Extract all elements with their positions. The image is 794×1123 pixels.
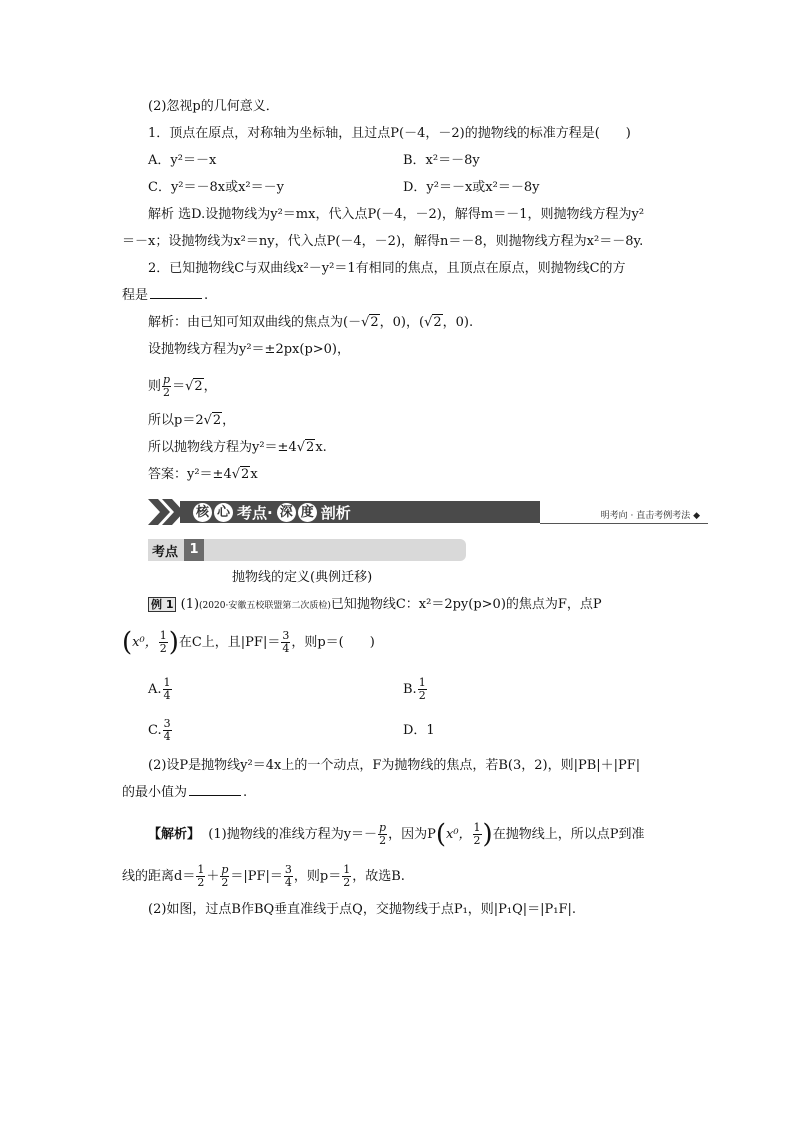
text: ，0). (442, 315, 474, 330)
denominator: 4 (163, 730, 171, 743)
numerator: 1 (159, 629, 167, 642)
numerator: 1 (343, 863, 351, 876)
text: . (243, 785, 248, 800)
q2-answer (148, 466, 258, 484)
ex1-line1 (148, 596, 602, 615)
numerator: 1 (197, 863, 205, 876)
ex1-line2 (122, 627, 375, 658)
fraction (473, 822, 482, 847)
q1-option-b: B．x²＝－8y (403, 153, 480, 168)
text: ，因为P (388, 827, 436, 842)
text: 所以p＝2 (148, 413, 204, 428)
q1-solution-line2: ＝－x；设抛物线为x²＝ny，代入点P(－4，－2)，解得n＝－8，则抛物线方程为x²＝－8y. (122, 234, 644, 249)
sqrt-icon: √ (185, 379, 194, 394)
denominator: 4 (163, 689, 171, 702)
sqrt-arg: 2 (433, 315, 442, 330)
q2-solution-line1 (148, 314, 473, 332)
denominator: 4 (282, 642, 290, 655)
sqrt-icon: √ (296, 440, 306, 455)
intro-note: (2)忽视p的几何意义． (148, 99, 279, 114)
text: (1)抛物线的准线方程为y＝－ (208, 827, 378, 842)
analysis-line2 (122, 864, 405, 889)
fraction (284, 864, 293, 889)
banner-char: 核 (193, 503, 212, 522)
text: 则 (148, 379, 162, 394)
q2-stem-line2 (122, 287, 208, 305)
text: x. (315, 440, 327, 455)
q2-stem-text: 程是 (122, 288, 149, 303)
q1-stem: 1．顶点在原点，对称轴为坐标轴，且过点P(－4，－2)的抛物线的标准方程是( ) (148, 126, 631, 141)
sqrt-icon: √ (203, 413, 212, 428)
banner-title (192, 501, 351, 523)
sqrt-icon: √ (231, 467, 241, 482)
text: x⁰， (132, 635, 158, 650)
text: 解析：由已知可知双曲线的焦点为(－ (148, 315, 362, 330)
fraction (163, 718, 172, 743)
topic-title: 抛物线的定义(典例迁移) (232, 570, 373, 585)
kaodian-heading (148, 539, 466, 561)
paren-right: ) (168, 627, 179, 658)
text: A. (148, 682, 162, 697)
q2-solution-line5 (148, 439, 327, 457)
sqrt-icon: √ (424, 315, 433, 330)
comma: ， (203, 379, 217, 394)
text: B. (403, 682, 417, 697)
fraction (162, 374, 171, 399)
section-banner (148, 499, 708, 525)
fraction (196, 864, 205, 889)
q2-solution-line3 (148, 374, 217, 399)
fraction (281, 630, 290, 655)
kaodian-number: 1 (184, 539, 204, 561)
banner-char: 深 (277, 503, 296, 522)
q1-option-c: C．y²＝－8x或x²＝－y (148, 180, 284, 195)
ex1-option-d: D．1 (403, 723, 435, 738)
paren-left: ( (435, 819, 446, 850)
denominator: 4 (284, 876, 292, 889)
sqrt-arg: 2 (212, 413, 222, 428)
text: ＋ (206, 869, 220, 884)
banner-subtitle-text: 明考向 · 直击考例考法 (600, 511, 691, 521)
sqrt-arg: 2 (306, 440, 315, 455)
denominator: 2 (418, 689, 426, 702)
answer-blank[interactable] (150, 298, 202, 299)
sqrt-arg: 2 (241, 467, 250, 482)
q1-solution-line1: 解析 选D.设抛物线为y²＝mx，代入点P(－4，－2)，解得m＝－1，则抛物线方程为y² (148, 207, 645, 222)
denominator: 2 (197, 876, 205, 889)
text: 的最小值为 (122, 785, 188, 800)
fraction (159, 630, 168, 655)
numerator: p (163, 373, 171, 386)
chevron-right-icon (148, 499, 184, 525)
q2-solution-line2: 设抛物线方程为y²＝±2px(p>0)， (148, 342, 351, 357)
example-tag: 例 1 (148, 597, 176, 612)
banner-subtitle (601, 508, 700, 521)
text: x (250, 467, 258, 482)
diamond-icon: ◆ (693, 511, 700, 521)
ex1-q2-line1: (2)设P是抛物线y²＝4x上的一个动点，F为抛物线的焦点，若B(3，2)，则|PB|＋|PF| (148, 758, 641, 773)
text: x⁰， (446, 827, 472, 842)
text: 已知抛物线C：x²＝2py(p>0)的焦点为F，点P (330, 597, 602, 612)
q2-solution-line4 (148, 412, 235, 430)
fraction (342, 864, 351, 889)
banner-char: 度 (298, 503, 317, 522)
numerator: 3 (284, 863, 292, 876)
paren-right: ) (482, 819, 493, 850)
fraction (418, 677, 427, 702)
numerator: 1 (473, 821, 481, 834)
ex1-option-b (403, 677, 428, 702)
text: ，0)，( (379, 315, 425, 330)
text: 在C上，且|PF|＝ (178, 635, 281, 650)
numerator: 1 (418, 676, 426, 689)
analysis-line3: (2)如图，过点B作BQ垂直准线于点Q，交抛物线于点P₁，则|P₁Q|＝|P₁F|. (148, 902, 577, 917)
denominator: 2 (343, 876, 351, 889)
q1-option-a: A．y²＝－x (148, 153, 217, 168)
denominator: 2 (221, 876, 229, 889)
q2-stem-period: . (204, 288, 209, 303)
numerator: 3 (282, 629, 290, 642)
banner-text: 考点· (237, 503, 273, 522)
text: (1) (180, 597, 200, 612)
text: ＝|PF|＝ (230, 869, 283, 884)
text: ＝ (172, 379, 186, 394)
text: ， (222, 413, 236, 428)
sqrt-arg: 2 (194, 379, 203, 394)
text: 线的距离d＝ (122, 869, 196, 884)
numerator: p (221, 863, 229, 876)
numerator: p (379, 821, 387, 834)
fraction (163, 677, 172, 702)
q2-stem-line1: 2．已知抛物线C与双曲线x²－y²＝1有相同的焦点，且顶点在原点，则抛物线C的方 (148, 261, 626, 276)
sqrt-icon: √ (361, 315, 370, 330)
numerator: 3 (163, 717, 171, 730)
denominator: 2 (473, 834, 481, 847)
kaodian-label: 考点 (152, 545, 179, 560)
text: 所以抛物线方程为y²＝±4 (148, 440, 297, 455)
analysis-line1 (148, 819, 645, 850)
ex1-q2-line2 (122, 784, 247, 802)
text: ，则p＝( ) (291, 635, 375, 650)
text: 在抛物线上，所以点P到准 (492, 827, 645, 842)
source-label: (2020·安徽五校联盟第二次质检) (199, 601, 331, 611)
sqrt-arg: 2 (370, 315, 379, 330)
text: ，故选B. (352, 869, 405, 884)
banner-text: 剖析 (320, 503, 351, 522)
answer-blank[interactable] (189, 795, 241, 796)
denominator: 2 (379, 834, 387, 847)
ex1-option-c (148, 718, 173, 743)
q1-option-d: D．y²＝－x或x²＝－8y (403, 180, 540, 195)
paren-left: ( (122, 627, 133, 658)
fraction (378, 822, 387, 847)
denominator: 2 (163, 386, 171, 399)
ex1-option-a (148, 677, 173, 702)
denominator: 2 (159, 642, 167, 655)
banner-char: 心 (214, 503, 233, 522)
banner-rule (540, 523, 708, 524)
fraction (220, 864, 229, 889)
numerator: 1 (163, 676, 171, 689)
text: ，则p＝ (293, 869, 342, 884)
text: C. (148, 723, 162, 738)
text: 答案：y²＝±4 (148, 467, 232, 482)
analysis-tag: 【解析】 (148, 827, 201, 842)
